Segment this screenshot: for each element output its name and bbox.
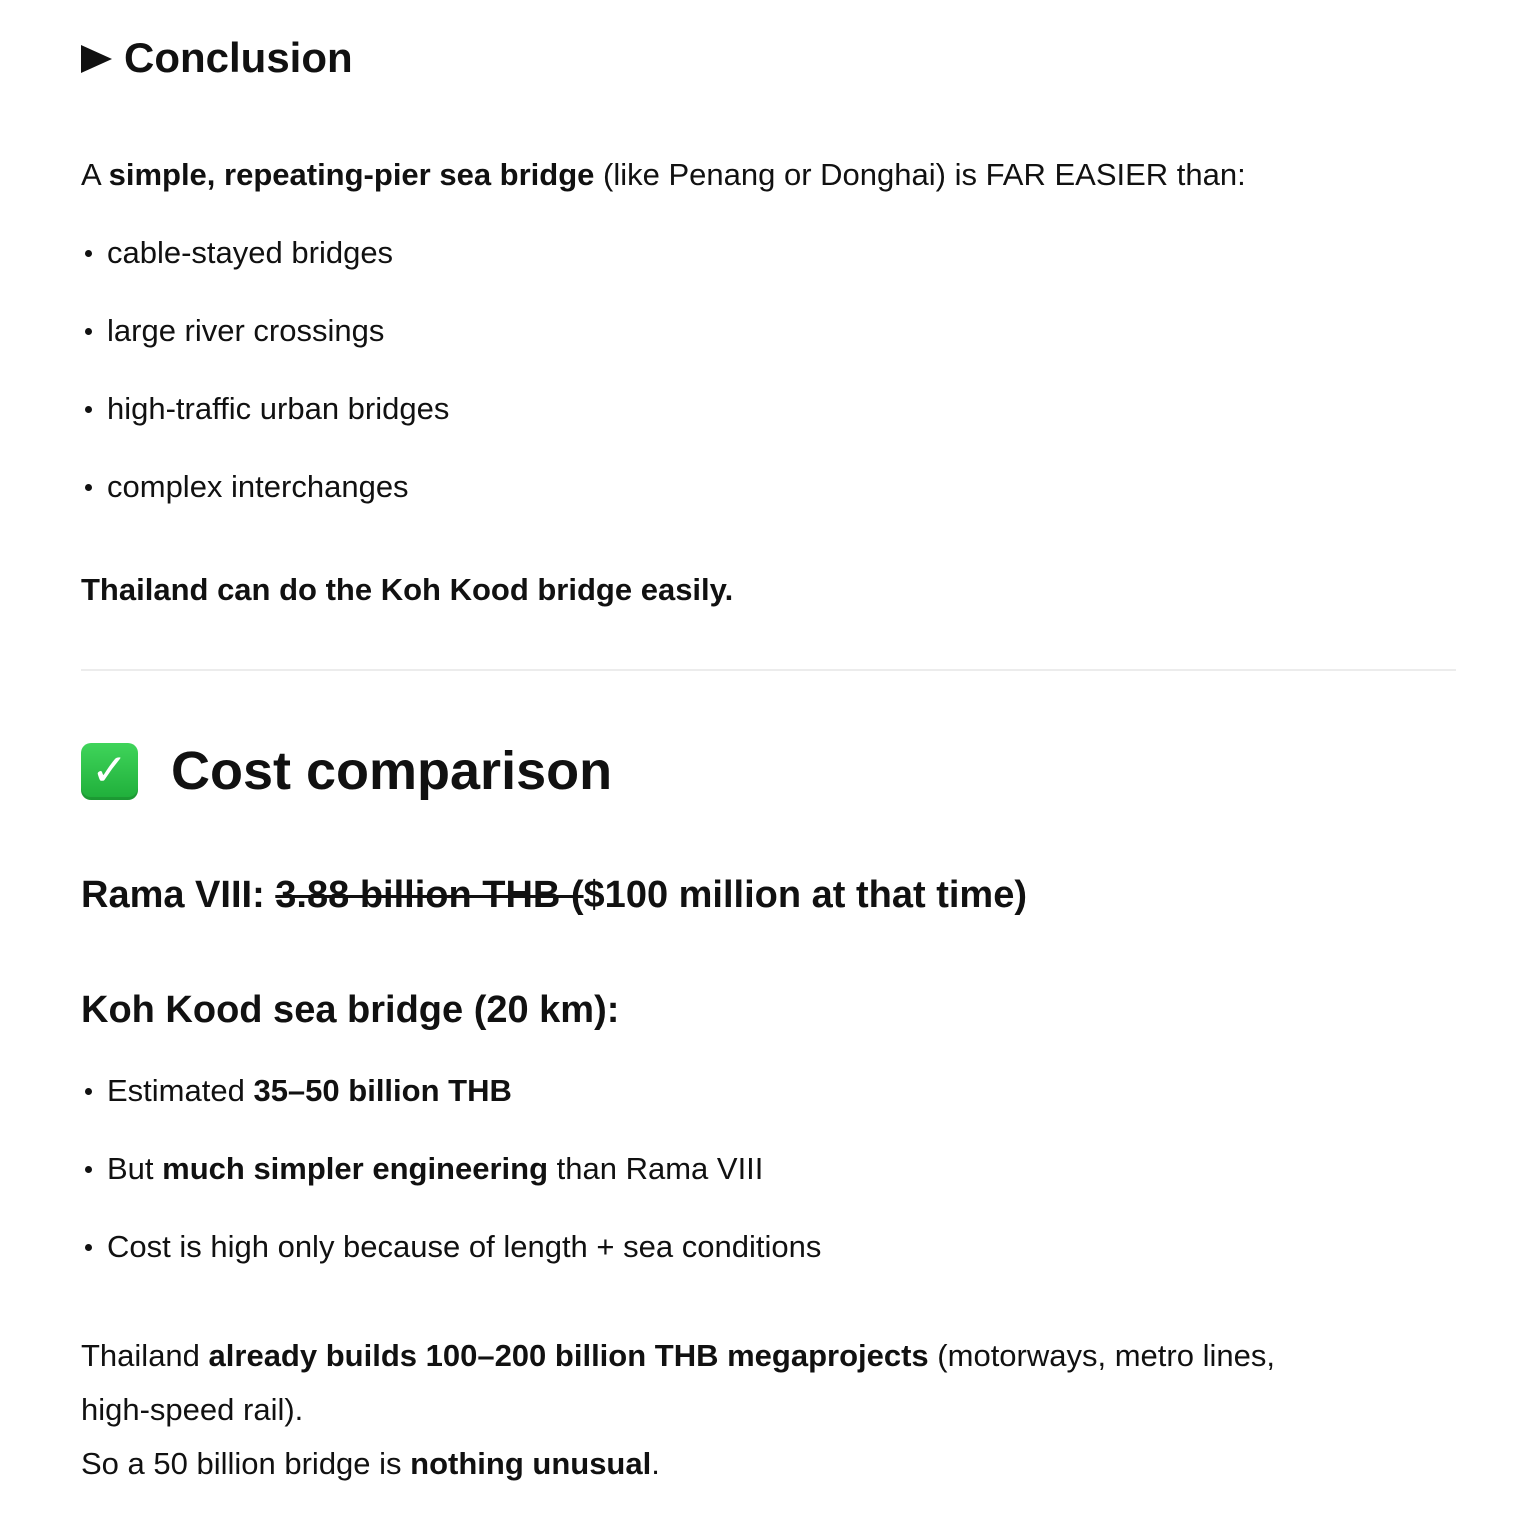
bullet-icon xyxy=(85,1088,92,1095)
list-item-text: large river crossings xyxy=(107,313,385,348)
megaprojects-paragraph-line2: high-speed rail). xyxy=(81,1392,304,1427)
check-mark-icon: ✓ xyxy=(81,743,138,800)
list-item xyxy=(81,233,393,273)
rama-struck-value: 3.88 billion THB ( xyxy=(275,874,584,916)
list-item-text: high-traffic urban bridges xyxy=(107,391,450,426)
bullet-icon xyxy=(85,328,92,335)
document-page xyxy=(81,0,1456,1514)
intro-bold: simple, repeating-pier sea bridge xyxy=(108,157,595,192)
list-item-text: Cost is high only because of length + sea conditions xyxy=(107,1229,822,1264)
conclusion-heading[interactable] xyxy=(81,32,353,84)
closing-bold: Thailand can do the Koh Kood bridge easily. xyxy=(81,572,734,607)
section-divider xyxy=(81,669,1456,671)
cost-heading xyxy=(81,738,612,804)
kohkood-heading: Koh Kood sea bridge (20 km): xyxy=(81,989,620,1031)
list-item-text: cable-stayed bridges xyxy=(107,235,394,270)
list-item xyxy=(81,1227,821,1267)
list-item xyxy=(81,311,384,351)
rama-label: Rama VIII: xyxy=(81,874,276,916)
intro-suffix: (like Penang or Donghai) is FAR EASIER than: xyxy=(594,157,1246,192)
cost-heading-text: Cost comparison xyxy=(171,741,613,801)
nothing-unusual-line: So a 50 billion bridge is nothing unusual. xyxy=(81,1446,660,1481)
rama-line xyxy=(81,871,1027,919)
disclosure-triangle-icon[interactable] xyxy=(81,45,112,73)
list-item-text: But much simpler engineering than Rama VIII xyxy=(107,1151,764,1186)
list-item-text: Estimated 35–50 billion THB xyxy=(107,1073,512,1108)
conclusion-intro xyxy=(81,155,1246,195)
bullet-icon xyxy=(85,484,92,491)
list-item xyxy=(81,1071,512,1111)
list-item-text: complex interchanges xyxy=(107,469,409,504)
bullet-icon xyxy=(85,1244,92,1251)
list-item xyxy=(81,467,409,507)
bullet-icon xyxy=(85,1166,92,1173)
intro-prefix: A xyxy=(81,157,109,192)
conclusion-closing xyxy=(81,570,733,610)
conclusion-heading-text: Conclusion xyxy=(124,34,353,81)
list-item xyxy=(81,389,449,429)
bullet-icon xyxy=(85,406,92,413)
megaprojects-paragraph: Thailand already builds 100–200 billion THB megaprojects (motorways, metro lines, xyxy=(81,1338,1275,1373)
list-item xyxy=(81,1149,763,1189)
bullet-icon xyxy=(85,250,92,257)
rama-rest: $100 million at that time) xyxy=(583,874,1027,916)
